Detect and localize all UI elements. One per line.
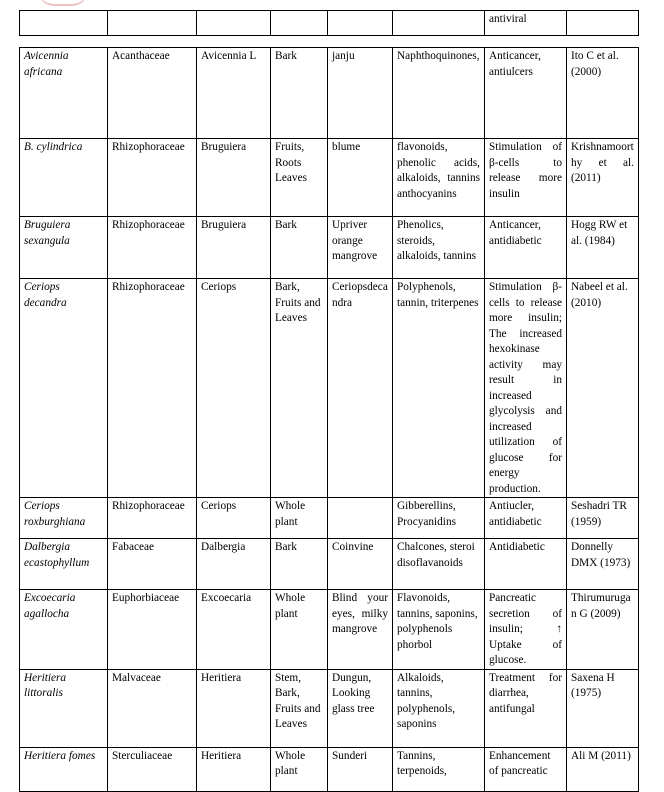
common-name-cell: janju	[328, 48, 393, 139]
part-cell: Fruits, Roots Leaves	[271, 139, 328, 217]
activity-cell: Stimulation of β-cells to release more insulin	[485, 139, 567, 217]
common-name-cell: Sunderi	[328, 747, 393, 791]
species-cell: Avicennia africana	[20, 48, 108, 139]
compounds-cell: Polyphenols, tannin, triterpenes	[393, 279, 485, 498]
common-name-cell: Blind your eyes, milky mangrove	[328, 590, 393, 670]
family-cell: Rhizophoraceae	[108, 498, 197, 539]
genus-cell: Bruguiera	[197, 139, 271, 217]
species-cell: Ceriops decandra	[20, 279, 108, 498]
species-cell: B. cylindrica	[20, 139, 108, 217]
common-name-cell	[328, 498, 393, 539]
compounds-cell: Flavonoids, tannins, saponins, polyphenols phorbol	[393, 590, 485, 670]
family-cell: Acanthaceae	[108, 48, 197, 139]
table-row	[20, 590, 639, 670]
species-cell: Ceriops roxburghiana	[20, 498, 108, 539]
reference-cell: Nabeel et al. (2010)	[567, 279, 639, 498]
table-continuation-fragment	[19, 10, 639, 36]
cell: antiviral	[485, 11, 567, 36]
species-cell: Heritiera littoralis	[20, 669, 108, 747]
part-cell: Whole plant	[271, 590, 328, 670]
table-row	[20, 139, 639, 217]
reference-cell: Thirumurugan G (2009)	[567, 590, 639, 670]
family-cell: Euphorbiaceae	[108, 590, 197, 670]
compounds-cell: flavonoids, phenolic acids, alkaloids, tannins anthocyanins	[393, 139, 485, 217]
species-cell: Excoecaria agallocha	[20, 590, 108, 670]
compounds-cell: Tannins, terpenoids,	[393, 747, 485, 791]
activity-cell: Stimulation β-cells to release more insulin; The increased hexokinase activity may result in increased glycolysis and increased utilization of glucose for energy production.	[485, 279, 567, 498]
cell	[20, 11, 108, 36]
reference-cell: Seshadri TR (1959)	[567, 498, 639, 539]
species-cell: Bruguiera sexangula	[20, 217, 108, 279]
common-name-cell: Coinvine	[328, 539, 393, 590]
reference-cell: Hogg RW et al. (1984)	[567, 217, 639, 279]
table-row	[20, 11, 639, 36]
compounds-cell: Phenolics, steroids, alkaloids, tannins	[393, 217, 485, 279]
mangrove-plants-table	[19, 47, 639, 792]
common-name-cell: Dungun, Looking glass tree	[328, 669, 393, 747]
reference-cell: Krishnamoorthy et al. (2011)	[567, 139, 639, 217]
common-name-cell: Ceriopsdecandra	[328, 279, 393, 498]
corner-decoration	[38, 0, 88, 6]
activity-cell: Pancreatic secretion of insulin; ↑ Uptake of glucose.	[485, 590, 567, 670]
family-cell: Rhizophoraceae	[108, 139, 197, 217]
reference-cell: Donnelly DMX (1973)	[567, 539, 639, 590]
part-cell: Whole plant	[271, 747, 328, 791]
family-cell: Fabaceae	[108, 539, 197, 590]
activity-cell: Anticancer, antiulcers	[485, 48, 567, 139]
family-cell: Rhizophoraceae	[108, 279, 197, 498]
genus-cell: Ceriops	[197, 279, 271, 498]
table-row	[20, 48, 639, 139]
common-name-cell: blume	[328, 139, 393, 217]
activity-cell: Antiucler, antidiabetic	[485, 498, 567, 539]
genus-cell: Ceriops	[197, 498, 271, 539]
table-row	[20, 669, 639, 747]
table-row	[20, 747, 639, 791]
activity-cell: Treatment for diarrhea, antifungal	[485, 669, 567, 747]
compounds-cell: Alkaloids, tannins, polyphenols, saponins	[393, 669, 485, 747]
cell	[328, 11, 393, 36]
cell	[567, 11, 639, 36]
family-cell: Sterculiaceae	[108, 747, 197, 791]
activity-cell: Anticancer, antidiabetic	[485, 217, 567, 279]
activity-cell: Enhancement of pancreatic	[485, 747, 567, 791]
genus-cell: Heritiera	[197, 669, 271, 747]
compounds-cell: Gibberellins, Procyanidins	[393, 498, 485, 539]
compounds-cell: Naphthoquinones,	[393, 48, 485, 139]
species-cell: Dalbergia ecastophyllum	[20, 539, 108, 590]
compounds-cell: Chalcones, steroidisoflavanoids	[393, 539, 485, 590]
reference-cell: Ali M (2011)	[567, 747, 639, 791]
part-cell: Stem, Bark, Fruits and Leaves	[271, 669, 328, 747]
cell	[197, 11, 271, 36]
species-cell: Heritiera fomes	[20, 747, 108, 791]
cell	[393, 11, 485, 36]
table-row	[20, 217, 639, 279]
genus-cell: Excoecaria	[197, 590, 271, 670]
cell	[271, 11, 328, 36]
table-row	[20, 539, 639, 590]
genus-cell: Dalbergia	[197, 539, 271, 590]
reference-cell: Saxena H (1975)	[567, 669, 639, 747]
table-row	[20, 279, 639, 498]
part-cell: Bark	[271, 48, 328, 139]
family-cell: Rhizophoraceae	[108, 217, 197, 279]
part-cell: Bark, Fruits and Leaves	[271, 279, 328, 498]
genus-cell: Avicennia L	[197, 48, 271, 139]
table-row	[20, 498, 639, 539]
activity-cell: Antidiabetic	[485, 539, 567, 590]
family-cell: Malvaceae	[108, 669, 197, 747]
part-cell: Whole plant	[271, 498, 328, 539]
part-cell: Bark	[271, 539, 328, 590]
genus-cell: Heritiera	[197, 747, 271, 791]
common-name-cell: Upriver orange mangrove	[328, 217, 393, 279]
part-cell: Bark	[271, 217, 328, 279]
reference-cell: Ito C et al. (2000)	[567, 48, 639, 139]
genus-cell: Bruguiera	[197, 217, 271, 279]
cell	[108, 11, 197, 36]
